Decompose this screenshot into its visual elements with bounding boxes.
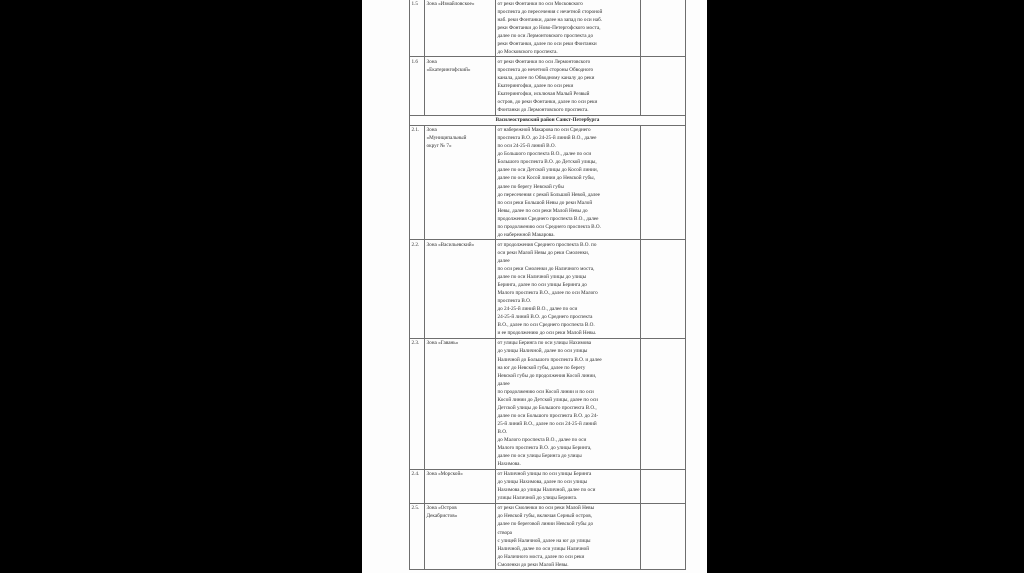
description-line: Фонтанки до Лермонтовского проспекта. [497, 107, 589, 114]
description-line: и ее продолжению до оси реки Малой Невы. [497, 330, 597, 337]
description-line: далее [497, 380, 510, 387]
description-line: 25-й линий В.О., далее по оси 24-25-й линий [497, 420, 597, 427]
description-line: В.О. [497, 428, 508, 435]
description-line: Беринга, далее по оси улицы Беринга до [497, 282, 587, 289]
zone-name-line: Зона «Морской» [426, 471, 463, 478]
table-row [410, 57, 686, 115]
description-line: далее по оси Косой линии до Невской губы, [497, 175, 595, 182]
description-line: далее [497, 257, 510, 264]
row-number: 2.2. [410, 240, 425, 339]
description-line: до Наличного моста, далее по оси реки [497, 553, 585, 560]
description-line: далее по оси Детской улицы до Косой линии, [497, 167, 598, 174]
description-line: до набережной Макарова. [497, 231, 555, 238]
zone-name [425, 338, 496, 469]
zone-boundary-description [496, 503, 641, 569]
description-line: от реки Фонтанки по оси Московского [497, 0, 583, 7]
description-line: Невы, далее по оси реки Малой Невы до [497, 207, 588, 214]
description-line: на юг до Невской губы, далее по берегу [497, 364, 586, 371]
description-line: продолжения Среднего проспекта В.О., далее [497, 215, 599, 222]
description-line: Малого проспекта В.О. до улицы Беринга, [497, 445, 592, 452]
zone-name-line: Зона «Васильевский» [426, 241, 475, 248]
description-line: створа [497, 529, 512, 536]
section-header-row [410, 115, 686, 125]
table-row [410, 503, 686, 569]
empty-cell [641, 0, 686, 57]
description-line: Наличной до Большого проспекта В.О. и далее [497, 356, 602, 363]
row-number: 2.3. [410, 338, 425, 469]
description-line: проспекта В.О. до 24-25-й линий В.О., далее [497, 135, 597, 142]
zone-name-line: Зона [426, 127, 437, 134]
empty-cell [641, 503, 686, 569]
section-title: Василеостровский район Санкт-Петербурга [410, 115, 686, 125]
description-line: далее по оси Лермонтовского проспекта до [497, 32, 594, 39]
table-row [410, 338, 686, 469]
empty-cell [641, 57, 686, 115]
zone-boundary-description [496, 57, 641, 115]
description-line: оси реки Малой Невы до реки Смоленки, [497, 249, 590, 256]
description-line: до Московского проспекта. [497, 48, 558, 55]
empty-cell [641, 338, 686, 469]
description-line: наб. реки Фонтанки, далее на запад по оси наб. [497, 16, 603, 23]
zone-name-line: «Екатерингофский» [426, 66, 471, 73]
description-line: по продолжению оси Среднего проспекта В.О. [497, 223, 601, 230]
zone-name-line: Зона «Измайловское» [426, 0, 475, 7]
document-page [362, 0, 707, 573]
zone-name [425, 503, 496, 569]
row-number: 2.4. [410, 469, 425, 503]
description-line: Смоленки до реки Малой Невы. [497, 561, 569, 568]
table-row [410, 240, 686, 339]
description-line: Детской улицы до Большого проспекта В.О., [497, 404, 597, 411]
description-line: далее по оси Наличной улицы до улицы [497, 274, 587, 281]
zone-name-line: Зона «Остров [426, 505, 457, 512]
description-line: В.О., далее по оси Среднего проспекта В.О. [497, 322, 595, 329]
table-row [410, 125, 686, 240]
description-line: Косой линии до Детской улицы, далее по оси [497, 396, 598, 403]
description-line: далее по оси улицы Беринга до улицы [497, 453, 582, 460]
zones-table-body [410, 0, 686, 570]
description-line: по продолжению оси Косой линии и по оси [497, 388, 594, 395]
description-line: Екатерингофки, исключая Малый Резвый [497, 91, 590, 98]
description-line: 24-25-й линий В.О. до Среднего проспекта [497, 314, 593, 321]
zone-name-line: Зона [426, 58, 437, 65]
zone-name-line: «Муниципальный [426, 135, 467, 142]
row-number: 2.5. [410, 503, 425, 569]
description-line: проспекта до пересечения с нечетной стороной [497, 8, 603, 15]
zone-name [425, 240, 496, 339]
zone-boundary-description [496, 469, 641, 503]
description-line: Нахимова до улицы Наличной, далее по оси [497, 487, 596, 494]
zone-boundary-description [496, 0, 641, 57]
zone-boundary-description [496, 125, 641, 240]
description-line: с улицей Наличной, далее на юг до улицы [497, 537, 591, 544]
zone-name [425, 125, 496, 240]
empty-cell [641, 469, 686, 503]
description-line: до Малого проспекта В.О., далее по оси [497, 436, 587, 443]
description-line: по оси реки Смоленки до Наличного моста, [497, 266, 595, 272]
row-number: 1.6 [410, 57, 425, 115]
description-line: далее по берегу Невской губы [497, 183, 564, 190]
zone-name [425, 57, 496, 115]
description-line: реки Фонтанки, далее по оси реки Фонтанки [497, 40, 597, 47]
description-line: далее по оси Большого проспекта В.О. до 24- [497, 412, 599, 419]
row-number: 2.1. [410, 125, 425, 240]
description-line: от продолжения Среднего проспекта В.О. по [497, 241, 597, 248]
description-line: от реки Смоленки по оси реки Малой Невы [497, 505, 595, 512]
zone-name [425, 0, 496, 57]
description-line: по оси 24-25-й линий В.О. [497, 143, 556, 150]
description-line: до 24-25-й линий В.О., далее по оси [497, 306, 578, 313]
empty-cell [641, 125, 686, 240]
description-line: остров, до реки Фонтанки, далее по оси реки [497, 99, 598, 106]
description-line: проспекта В.О. [497, 298, 532, 305]
description-line: улицы Наличной до улицы Беринга. [497, 495, 578, 502]
description-line: до улицы Наличной, далее по оси улицы [497, 348, 588, 355]
zone-name-line: Декабристов» [426, 513, 458, 520]
description-line: реки Фонтанки до Ново-Петергофского моста, [497, 24, 601, 31]
zone-boundary-description [496, 240, 641, 339]
zone-name [425, 469, 496, 503]
description-line: по оси реки Большой Невы до реки Малой [497, 199, 593, 206]
zones-table [409, 0, 686, 570]
description-line: до улицы Нахимова, далее по оси улицы [497, 479, 588, 486]
description-line: до Невской губы, включая Серный остров, [497, 513, 592, 520]
description-line: Екатерингофки, далее по оси реки [497, 82, 574, 89]
description-line: канала, далее по Обводному каналу до реки [497, 74, 595, 81]
table-row [410, 469, 686, 503]
row-number: 1.5 [410, 0, 425, 57]
description-line: Невской губы до продолжения Косой линии, [497, 372, 597, 379]
zone-boundary-description [496, 338, 641, 469]
description-line: от реки Фонтанки по оси Лермонтовского [497, 58, 591, 65]
description-line: от Наличной улицы по оси улицы Беринга [497, 471, 592, 478]
zone-name-line: округ № 7» [426, 143, 452, 150]
description-line: от улицы Беринга по оси улицы Нахимова [497, 340, 592, 347]
zone-name-line: Зона «Гавань» [426, 340, 459, 347]
description-line: Большого проспекта В.О. до Детской улицы, [497, 159, 597, 166]
description-line: Малого проспекта В.О., далее по оси Малого [497, 290, 598, 297]
description-line: проспекта до нечетной стороны Обводного [497, 66, 594, 73]
description-line: до Большого проспекта В.О., далее по оси [497, 151, 592, 158]
empty-cell [641, 240, 686, 339]
description-line: от набережной Макарова по оси Среднего [497, 127, 591, 134]
description-line: Наличной, далее по оси улицы Наличной [497, 545, 590, 552]
description-line: далее по береговой линии Невской губы до [497, 521, 594, 528]
description-line: Нахимова. [497, 461, 521, 468]
description-line: до пересечения с рекой Большой Невой, далее [497, 191, 600, 198]
table-row [410, 0, 686, 57]
